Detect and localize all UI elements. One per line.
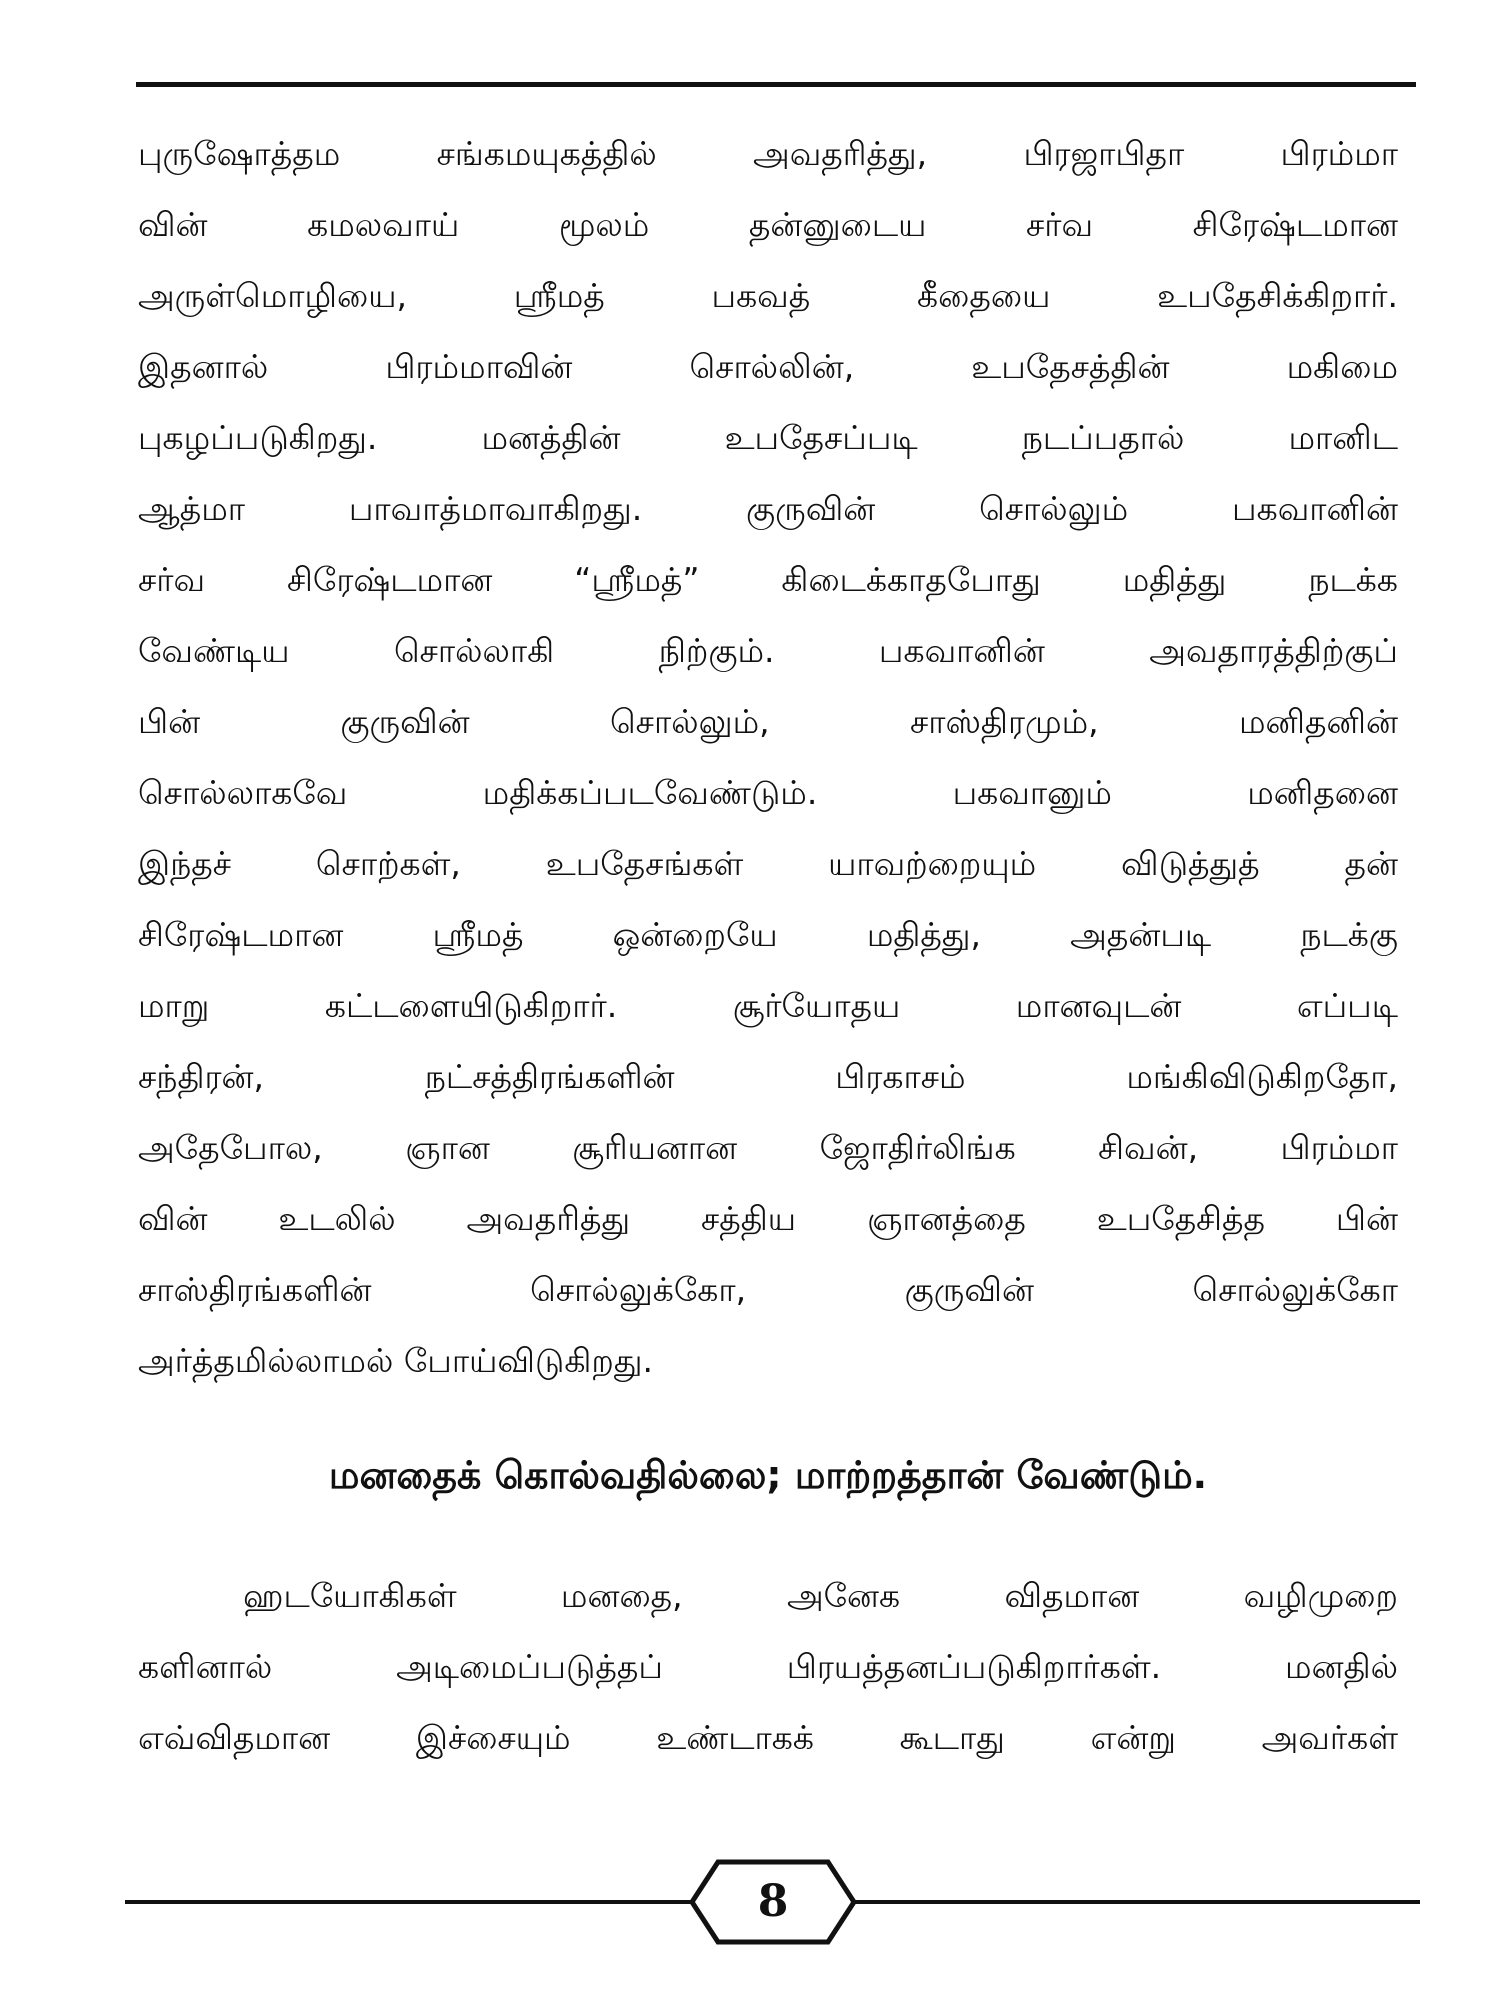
paragraph-line: இந்தச் சொற்கள், உபதேசங்கள் யாவற்றையும் விடுத்துத் தன் <box>138 844 1398 883</box>
paragraph-line: வின் கமலவாய் மூலம் தன்னுடைய சர்வ சிரேஷ்டமான <box>138 205 1398 244</box>
paragraph-line-last: அர்த்தமில்லாமல் போய்விடுகிறது. <box>138 1341 653 1380</box>
page-number-badge <box>688 1858 858 1946</box>
paragraph-line: சர்வ சிரேஷ்டமான “ஸ்ரீமத்” கிடைக்காதபோது மதித்து நடக்க <box>138 560 1398 599</box>
paragraph-line: புகழப்படுகிறது. மனத்தின் உபதேசப்படி நடப்பதால் மானிட <box>138 418 1398 457</box>
paragraph-line: வேண்டிய சொல்லாகி நிற்கும். பகவானின் அவதாரத்திற்குப் <box>138 631 1398 670</box>
paragraph-line: களினால் அடிமைப்படுத்தப் பிரயத்தனப்படுகிறார்கள். மனதில் <box>138 1647 1398 1686</box>
paragraph-line: ஹடயோகிகள் மனதை, அனேக விதமான வழிமுறை <box>243 1576 1398 1615</box>
top-rule <box>136 82 1416 87</box>
paragraph-line: சிரேஷ்டமான ஸ்ரீமத் ஒன்றையே மதித்து, அதன்படி நடக்கு <box>138 915 1398 954</box>
paragraph-line: எவ்விதமான இச்சையும் உண்டாகக் கூடாது என்று அவர்கள் <box>138 1718 1398 1757</box>
paragraph-line: வின் உடலில் அவதரித்து சத்திய ஞானத்தை உபதேசித்த பின் <box>138 1199 1398 1238</box>
paragraph-line: அதேபோல, ஞான சூரியனான ஜோதிர்லிங்க சிவன், பிரம்மா <box>138 1128 1398 1167</box>
paragraph-2 <box>138 1560 1398 1773</box>
paragraph-line: சாஸ்திரங்களின் சொல்லுக்கோ, குருவின் சொல்லுக்கோ <box>138 1270 1398 1309</box>
section-heading: மனதைக் கொல்வதில்லை; மாற்றத்தான் வேண்டும். <box>328 1453 1208 1497</box>
paragraph-line: இதனால் பிரம்மாவின் சொல்லின், உபதேசத்தின் மகிமை <box>138 347 1398 386</box>
paragraph-line: பின் குருவின் சொல்லும், சாஸ்திரமும், மனிதனின் <box>138 702 1398 741</box>
page-number: 8 <box>757 1876 789 1927</box>
paragraph-line: ஆத்மா பாவாத்மாவாகிறது. குருவின் சொல்லும் பகவானின் <box>138 489 1398 528</box>
footer-rule-left <box>125 1900 695 1904</box>
footer-rule-right <box>850 1900 1420 1904</box>
page-footer <box>125 1858 1420 1948</box>
paragraph-line: சந்திரன், நட்சத்திரங்களின் பிரகாசம் மங்கிவிடுகிறதோ, <box>138 1057 1398 1096</box>
paragraph-line: புருஷோத்தம சங்கமயுகத்தில் அவதரித்து, பிரஜாபிதா பிரம்மா <box>138 134 1398 173</box>
paragraph-line: அருள்மொழியை, ஸ்ரீமத் பகவத் கீதையை உபதேசிக்கிறார். <box>138 276 1398 315</box>
paragraph-line: சொல்லாகவே மதிக்கப்படவேண்டும். பகவானும் மனிதனை <box>138 773 1398 812</box>
paragraph-1 <box>138 118 1398 1396</box>
paragraph-line: மாறு கட்டளையிடுகிறார். சூர்யோதய மானவுடன் எப்படி <box>138 986 1398 1025</box>
